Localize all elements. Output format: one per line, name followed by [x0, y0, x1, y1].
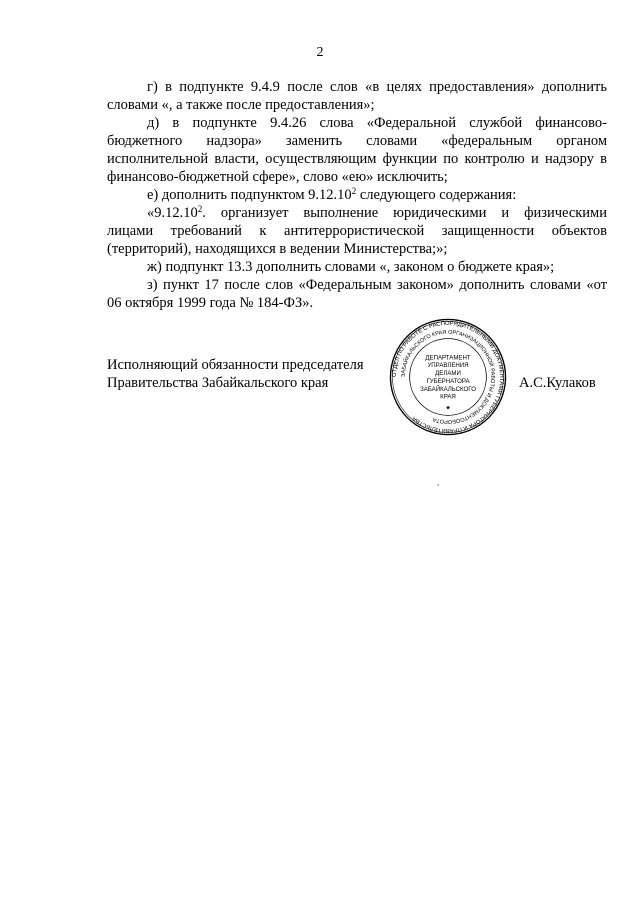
official-seal: [389, 318, 507, 436]
seal-center-line-3: ДЕЛАМИ: [435, 370, 461, 378]
document-body: [107, 78, 607, 312]
seal-graphic: [389, 318, 507, 436]
paragraph-quote: [107, 204, 607, 258]
superscript: 2: [197, 204, 203, 214]
signatory-title-line-1: Исполняющий обязанности председателя: [107, 357, 364, 373]
signatory-name: А.С.Кулаков: [519, 375, 596, 391]
paragraph-quote-line-2: лицами требований к антитеррористической защищенности объектов: [107, 223, 607, 239]
superscript: 2: [351, 186, 357, 196]
paragraph-g: [107, 78, 607, 114]
paragraph-zh-line-1: ж) подпункт 13.3 дополнить словами «, законом о бюджете края»;: [147, 259, 555, 275]
paragraph-z: [107, 276, 607, 312]
paragraph-quote-line-1: [107, 204, 607, 222]
paragraph-d-line-4: финансово-бюджетной сфере», слово «ею» исключить;: [107, 169, 448, 185]
page-number: 2: [316, 45, 324, 60]
paragraph-e-line-1: [107, 186, 607, 204]
paragraph-d-line-1: д) в подпункте 9.4.26 слова «Федеральной службой финансово-: [147, 115, 607, 131]
paragraph-e-text: е) дополнить подпунктом 9.12.10: [147, 187, 352, 203]
paragraph-d-line-3: исполнительной власти, осуществляющим функции по контролю и надзору в: [107, 151, 607, 167]
paragraph-z-line-2: 06 октября 1999 года № 184-ФЗ».: [107, 295, 314, 311]
scan-speck: [437, 484, 439, 486]
paragraph-quote-line-3: (территорий), находящихся в ведении Министерства;»;: [107, 241, 448, 257]
seal-inner-ring-text: ЗАБАЙКАЛЬСКОГО КРАЯ ОРГАНИЗАЦИОННОЙ РАБОТЫ И ДОКУМЕНТООБОРОТА: [400, 329, 496, 425]
quote-number: «9.12.10: [147, 205, 198, 221]
seal-center-line-6: КРАЯ: [440, 393, 456, 401]
seal-center-line-1: ДЕПАРТАМЕНТ: [425, 354, 471, 362]
seal-center-line-4: ГУБЕРНАТОРА: [426, 377, 470, 385]
paragraph-e-tail: следующего содержания:: [356, 187, 517, 203]
paragraph-d-line-2: бюджетного надзора» заменить словами «федеральным органом: [107, 133, 607, 149]
quote-text: . организует выполнение юридическими и физическими: [202, 205, 607, 221]
seal-center-line-2: УПРАВЛЕНИЯ: [427, 362, 469, 370]
paragraph-z-line-1: з) пункт 17 после слов «Федеральным законом» дополнить словами «от: [147, 277, 607, 293]
paragraph-g-line-1: г) в подпункте 9.4.9 после слов «в целях предоставления» дополнить: [147, 79, 607, 95]
seal-outer-ring-text: ОТДЕЛ ПО РАБОТЕ С РАСПОРЯДИТЕЛЬНЫМИ ДОКУМЕНТАМИ ГУБЕРНАТОРА И ПРАВИТЕЛЬСТВА: [391, 320, 505, 434]
paragraph-g-line-2: словами «, а также после предоставления»;: [107, 97, 375, 113]
paragraph-zh: [107, 258, 607, 276]
seal-center-line-5: ЗАБАЙКАЛЬСКОГО: [420, 385, 476, 393]
paragraph-d: [107, 114, 607, 186]
signature-block: [107, 356, 607, 392]
seal-star-icon: ★: [445, 405, 451, 412]
paragraph-e: [107, 186, 607, 204]
signatory-title-line-2: Правительства Забайкальского края: [107, 375, 329, 391]
